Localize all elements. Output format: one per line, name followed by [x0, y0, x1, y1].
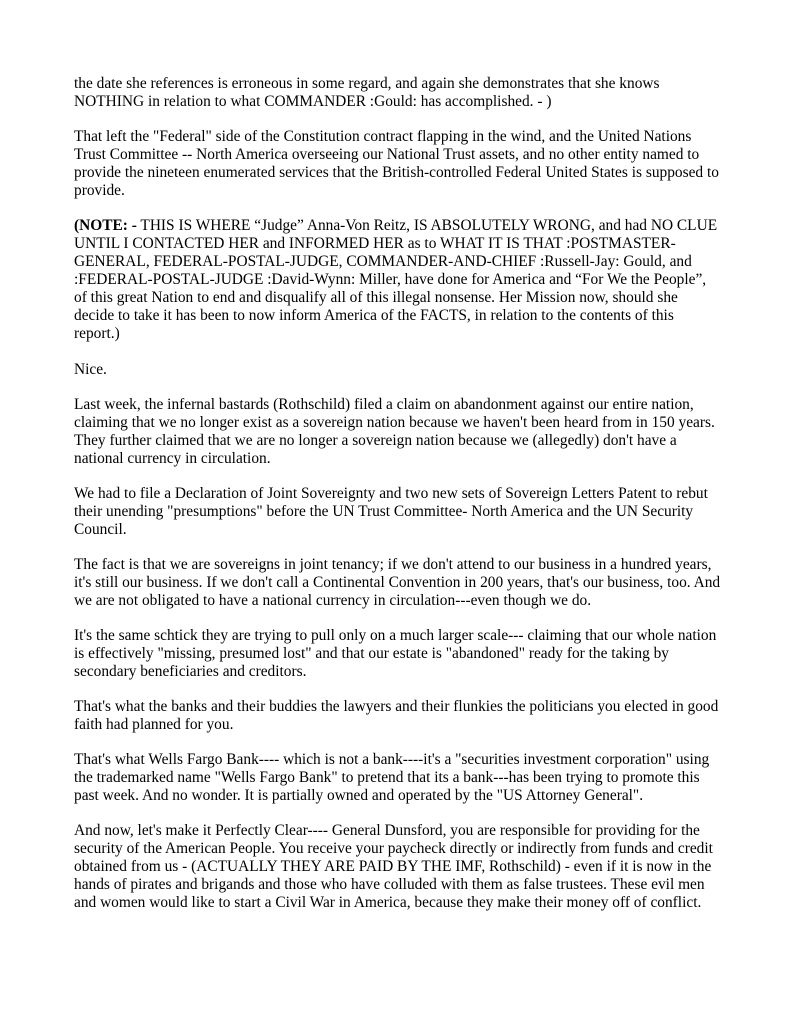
- paragraph-banks-plan: That's what the banks and their buddies the lawyers and their flunkies the politicians you elected in good faith had planned for you.: [74, 698, 719, 733]
- paragraph-abandonment-claim: Last week, the infernal bastards (Rothschild) filed a claim on abandonment against our entire nation, claiming that we no longer exist as a sovereign nation because we haven't been heard from in 150 years. They further claimed that we are no longer a sovereign nation because we (allegedly) don't have a national currency in circulation.: [74, 396, 715, 467]
- paragraph-declaration: We had to file a Declaration of Joint Sovereignty and two new sets of Sovereign Letters Patent to rebut their unending "presumptions" before the UN Trust Committee- North America and the UN Security Council.: [74, 485, 708, 538]
- paragraph-date-reference: the date she references is erroneous in some regard, and again she demonstrates that she knows NOTHING in relation to what COMMANDER :Gould: has accomplished. - ): [74, 75, 660, 110]
- paragraph-same-schtick: It's the same schtick they are trying to pull only on a much larger scale--- claiming that our whole nation is effectively "missing, presumed lost" and that our estate is "abandoned" ready for the taking by secondary beneficiaries and creditors.: [74, 627, 717, 680]
- paragraph-nice: Nice.: [74, 361, 107, 378]
- paragraph-wells-fargo: That's what Wells Fargo Bank---- which is not a bank----it's a "securities investment corporation" using the trademarked name "Wells Fargo Bank" to pretend that its a bank---has been trying to promote this past week. And no wonder. It is partially owned and operated by the "US Attorney General".: [74, 751, 710, 804]
- note-label: (NOTE: -: [74, 217, 137, 234]
- paragraph-joint-tenancy: The fact is that we are sovereigns in joint tenancy; if we don't attend to our business in a hundred years, it's still our business. If we don't call a Continental Convention in 200 years, that's our business, too. And we are not obligated to have a national currency in circulation---even though we do.: [74, 556, 721, 609]
- paragraph-note: [74, 217, 721, 343]
- paragraph-general-dunsford: And now, let's make it Perfectly Clear---- General Dunsford, you are responsible for providing for the security of the American People. You receive your paycheck directly or indirectly from funds and credit obtained from us - (ACTUALLY THEY ARE PAID BY THE IMF, Rothschild) - even if it is now in the hands of pirates and brigands and those who have colluded with them as false trustees. These evil men and women would like to start a Civil War in America, because they make their money off of conflict.: [74, 822, 713, 911]
- paragraph-federal-side: That left the "Federal" side of the Constitution contract flapping in the wind, and the United Nations Trust Committee -- North America overseeing our National Trust assets, and no other entity named to provide the nineteen enumerated services that the British-controlled Federal United States is supposed to provide.: [74, 128, 719, 199]
- note-body: THIS IS WHERE “Judge” Anna-Von Reitz, IS ABSOLUTELY WRONG, and had NO CLUE UNTIL I CONTACTED HER and INFORMED HER as to WHAT IT IS THAT :POSTMASTER-GENERAL, FEDERAL-POSTAL-JUDGE, COMMANDER-AND-CHIEF :Russell-Jay: Gould, and :FEDERAL-POSTAL-JUDGE :David-Wynn: Miller, have done for America and “For We the People”, of this great Nation to end and disqualify all of this illegal nonsense. Her Mission now, should she decide to take it has been to now inform America of the FACTS, in relation to the contents of this report.): [74, 217, 718, 342]
